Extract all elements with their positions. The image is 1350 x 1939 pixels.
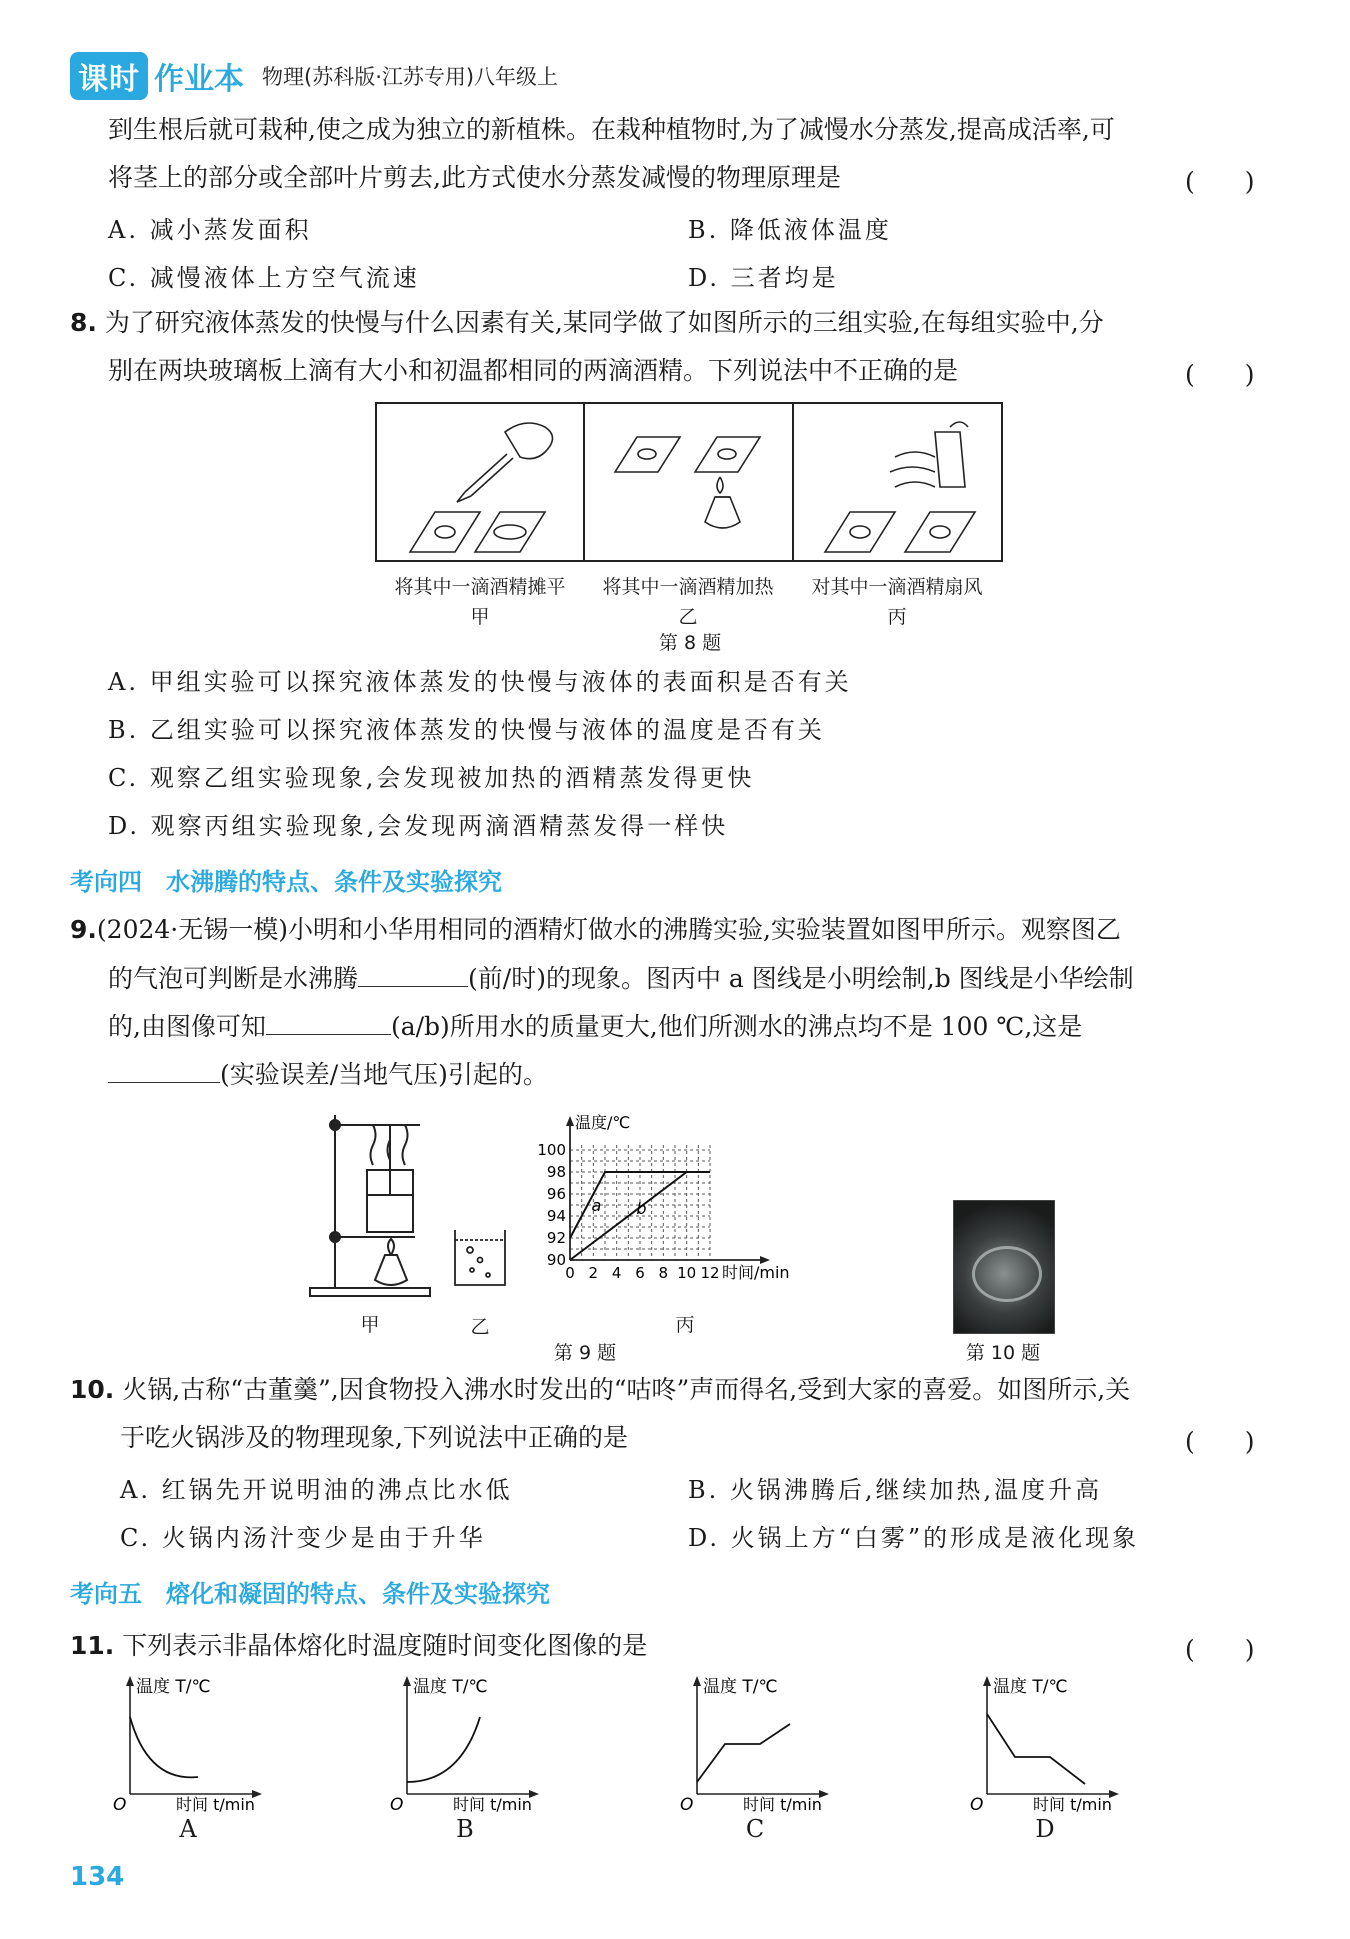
section-4-heading: 考向四 水沸腾的特点、条件及实验探究 [70, 868, 502, 896]
q9-line4 [108, 1056, 548, 1093]
q8-text1: 为了研究液体蒸发的快慢与什么因素有关,某同学做了如图所示的三组实验,在每组实验中,分 [104, 308, 1104, 337]
q11-number: 11. [70, 1631, 115, 1660]
q9-label-jia: 甲 [360, 1314, 380, 1336]
q9-text2b: (前/时)的现象。图丙中 a 图线是小明绘制,b 图线是小华绘制 [468, 964, 1134, 993]
q10-option-a: A. 红锅先开说明油的沸点比水低 [120, 1476, 513, 1504]
q10-line2: 于吃火锅涉及的物理现象,下列说法中正确的是 [120, 1423, 628, 1452]
origin-label: O [113, 1795, 127, 1812]
q8-caption-jia: 将其中一滴酒精摊平 [394, 576, 566, 598]
x-tick-label: 0 [565, 1264, 575, 1282]
x-axis-label: 时间 t/min [1033, 1795, 1112, 1812]
section-5-heading: 考向五 熔化和凝固的特点、条件及实验探究 [70, 1580, 550, 1608]
q11-graph-label-c: C [745, 1815, 765, 1843]
graph-curve [407, 1717, 480, 1782]
q10-hotpot-photo [953, 1200, 1055, 1334]
y-axis-label: 温度 T/℃ [703, 1677, 778, 1697]
q8-line1 [70, 305, 1104, 341]
page-number: 134 [70, 1862, 125, 1892]
q10-line1 [70, 1372, 1130, 1408]
q9-figure-caption: 第 9 题 [553, 1342, 617, 1364]
panel-jia-drawing [410, 423, 553, 552]
x-tick-label: 12 [700, 1264, 720, 1282]
q9-line2 [108, 960, 1134, 997]
y-tick-label: 94 [546, 1207, 566, 1225]
q8-label-yi: 乙 [678, 606, 698, 628]
x-tick-label: 8 [658, 1264, 669, 1282]
y-axis-arrow [126, 1676, 134, 1686]
origin-label: O [390, 1795, 404, 1812]
q7-option-b: B. 降低液体温度 [688, 216, 892, 244]
y-axis-label: 温度 T/℃ [136, 1677, 211, 1697]
q9-blank1[interactable] [358, 960, 468, 987]
graph-curve [130, 1717, 198, 1777]
q7-option-a: A. 减小蒸发面积 [108, 216, 312, 244]
y-axis-arrow [566, 1116, 574, 1126]
q9-line3 [108, 1008, 1082, 1045]
y-tick-label: 100 [537, 1141, 566, 1159]
q9-text1: (2024·无锡一模)小明和小华用相同的酒精灯做水的沸腾实验,实验装置如图甲所示。观察图乙 [96, 915, 1121, 944]
q9-label-bing: 丙 [675, 1314, 695, 1336]
page-header [70, 52, 558, 100]
q9-text2a: 的气泡可判断是水沸腾 [108, 964, 359, 993]
x-tick-label: 4 [611, 1264, 622, 1282]
logo-box: 课时 [70, 52, 148, 100]
panel-bing-drawing [825, 422, 975, 552]
series-label-b: b [636, 1199, 647, 1218]
hotpot-rim [972, 1246, 1042, 1302]
q11-graph-label-d: D [1035, 1815, 1055, 1843]
q8-figure-caption: 第 8 题 [658, 632, 722, 654]
y-axis-arrow [693, 1676, 701, 1686]
origin-label: O [680, 1795, 694, 1812]
y-axis-arrow [983, 1676, 991, 1686]
q11-graph-b [385, 1672, 570, 1812]
q9-blank2[interactable] [266, 1008, 391, 1035]
q8-option-c: C. 观察乙组实验现象,会发现被加热的酒精蒸发得更快 [108, 764, 755, 792]
q10-option-b: B. 火锅沸腾后,继续加热,温度升高 [688, 1476, 1103, 1504]
q8-caption-yi: 将其中一滴酒精加热 [602, 576, 774, 598]
q10-text1: 火锅,古称“古董羹”,因食物投入沸水时发出的“咕咚”声而得名,受到大家的喜爱。如图所示,关 [122, 1375, 1131, 1404]
q11-graph-c [675, 1672, 860, 1812]
q7-line1: 到生根后就可栽种,使之成为独立的新植株。在栽种植物时,为了减慢水分蒸发,提高成活率,可 [108, 115, 1115, 144]
q8-experiment-figure [375, 402, 1005, 564]
origin-label: O [970, 1795, 984, 1812]
y-tick-label: 98 [546, 1163, 566, 1181]
q8-line2: 别在两块玻璃板上滴有大小和初温都相同的两滴酒精。下列说法中不正确的是 [108, 356, 959, 385]
q11-graph-label-b: B [456, 1815, 474, 1843]
q11-text1: 下列表示非晶体熔化时温度随时间变化图像的是 [122, 1631, 648, 1660]
series-label-a: a [591, 1196, 602, 1215]
q9-temperature-chart [525, 1110, 855, 1310]
panel-yi-drawing [615, 437, 760, 528]
q8-caption-bing: 对其中一滴酒精扇风 [811, 576, 983, 598]
logo-text: 作业本 [154, 62, 244, 97]
q11-line1 [70, 1628, 647, 1664]
x-tick-label: 6 [635, 1264, 645, 1282]
x-axis-label: 时间 t/min [453, 1795, 532, 1812]
q10-figure-caption: 第 10 题 [965, 1342, 1041, 1364]
q11-graph-d [965, 1672, 1150, 1812]
q9-text3b: (a/b)所用水的质量更大,他们所测水的沸点均不是 100 ℃,这是 [390, 1012, 1083, 1041]
q9-apparatus-jia [305, 1105, 435, 1300]
q10-number: 10. [70, 1375, 115, 1404]
y-tick-label: 90 [546, 1251, 566, 1269]
q10-answer-paren: ( ) [1185, 1427, 1255, 1456]
y-axis-label: 温度 T/℃ [993, 1677, 1068, 1697]
q11-answer-paren: ( ) [1185, 1635, 1255, 1664]
q9-blank3[interactable] [108, 1056, 220, 1083]
q8-option-b: B. 乙组实验可以探究液体蒸发的快慢与液体的温度是否有关 [108, 716, 825, 744]
x-axis-label: 时间 t/min [743, 1795, 822, 1812]
q9-line1 [70, 912, 1121, 948]
y-tick-label: 96 [546, 1185, 566, 1203]
q7-answer-paren: ( ) [1185, 167, 1255, 196]
x-tick-label: 10 [677, 1264, 697, 1282]
q7-option-d: D. 三者均是 [688, 264, 839, 292]
q8-option-a: A. 甲组实验可以探究液体蒸发的快慢与液体的表面积是否有关 [108, 668, 852, 696]
q9-number: 9. [70, 915, 97, 944]
graph-curve [987, 1714, 1085, 1784]
q8-label-bing: 丙 [887, 606, 907, 628]
q9-beaker-yi [450, 1225, 510, 1290]
q9-text4b: (实验误差/当地气压)引起的。 [220, 1060, 548, 1089]
q8-label-jia: 甲 [470, 606, 490, 628]
subject-line: 物理(苏科版·江苏专用)八年级上 [262, 65, 559, 89]
y-axis-arrow [403, 1676, 411, 1686]
q8-answer-paren: ( ) [1185, 360, 1255, 389]
graph-curve [697, 1724, 790, 1782]
y-axis-label: 温度/℃ [575, 1113, 631, 1132]
q10-option-d: D. 火锅上方“白雾”的形成是液化现象 [688, 1524, 1140, 1552]
y-axis-label: 温度 T/℃ [413, 1677, 488, 1697]
q10-option-c: C. 火锅内汤汁变少是由于升华 [120, 1524, 486, 1552]
q7-option-c: C. 减慢液体上方空气流速 [108, 264, 420, 292]
q8-option-d: D. 观察丙组实验现象,会发现两滴酒精蒸发得一样快 [108, 812, 729, 840]
x-axis-label: 时间/min [722, 1263, 790, 1282]
q11-graph-label-a: A [179, 1815, 197, 1843]
q9-text3a: 的,由图像可知 [108, 1012, 266, 1041]
q8-number: 8. [70, 308, 97, 337]
q7-line2: 将茎上的部分或全部叶片剪去,此方式使水分蒸发减慢的物理原理是 [108, 163, 841, 192]
x-tick-label: 2 [588, 1264, 599, 1282]
q9-label-yi: 乙 [470, 1316, 490, 1338]
x-axis-label: 时间 t/min [176, 1795, 255, 1812]
y-tick-label: 92 [546, 1229, 566, 1247]
q11-graph-a [108, 1672, 293, 1812]
